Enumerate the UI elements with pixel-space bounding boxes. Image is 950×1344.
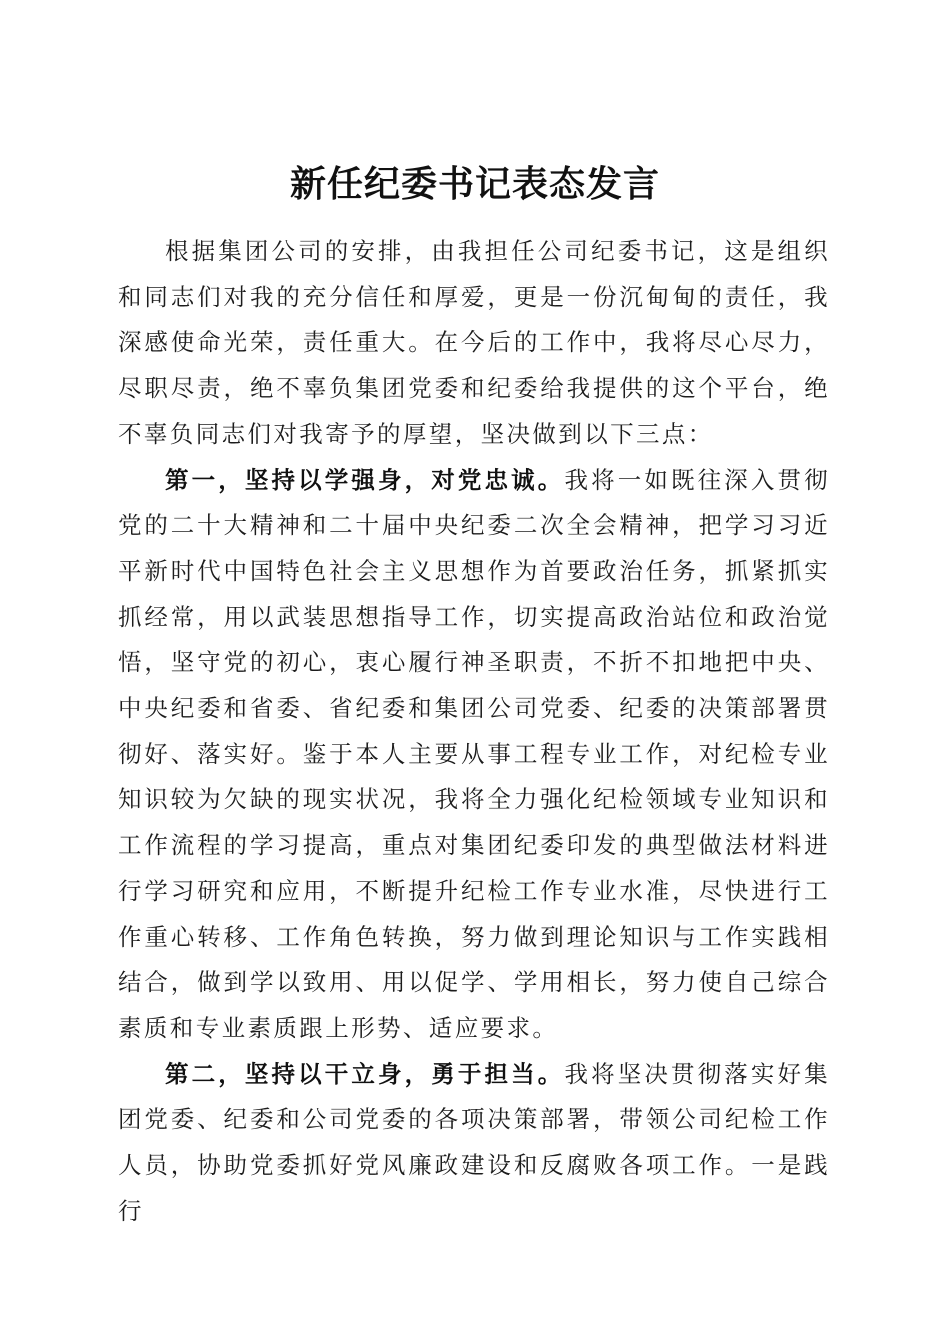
paragraph-lead: 第二，坚持以干立身，勇于担当。 [165,1059,565,1088]
document-body [118,229,830,1234]
paragraph-text: 我将一如既往深入贯彻党的二十大精神和二十届中央纪委二次全会精神，把学习习近平新时代中国特色社会主义思想作为首要政治任务，抓紧抓实抓经常，用以武装思想指导工作，切实提高政治站位和政治觉悟，坚守党的初心，衷心履行神圣职责，不折不扣地把中央、中央纪委和省委、省纪委和集团公司党委、纪委的决策部署贯彻好、落实好。鉴于本人主要从事工程专业工作，对纪检专业知识较为欠缺的现实状况，我将全力强化纪检领域专业知识和工作流程的学习提高，重点对集团纪委印发的典型做法材料进行学习研究和应用，不断提升纪检工作专业水准，尽快进行工作重心转移、工作角色转换，努力做到理论知识与工作实践相结合，做到学以致用、用以促学、学用相长，努力使自己综合素质和专业素质跟上形势、适应要求。 [118,465,830,1042]
paragraph-text: 我将坚决贯彻落实好集团党委、纪委和公司党委的各项决策部署，带领公司纪检工作人员，协助党委抓好党风廉政建设和反腐败各项工作。一是践行 [118,1059,830,1225]
document-title: 新任纪委书记表态发言 [289,163,660,206]
paragraph-lead: 第一，坚持以学强身，对党忠诚。 [165,465,565,494]
paragraph-text: 根据集团公司的安排，由我担任公司纪委书记，这是组织和同志们对我的充分信任和厚爱，更是一份沉甸甸的责任，我深感使命光荣，责任重大。在今后的工作中，我将尽心尽力，尽职尽责，绝不辜负集团党委和纪委给我提供的这个平台，绝不辜负同志们对我寄予的厚望，坚决做到以下三点： [118,237,830,448]
paragraph-point-two [118,1052,830,1235]
paragraph-intro [118,229,830,458]
paragraph-point-one [118,458,830,1052]
